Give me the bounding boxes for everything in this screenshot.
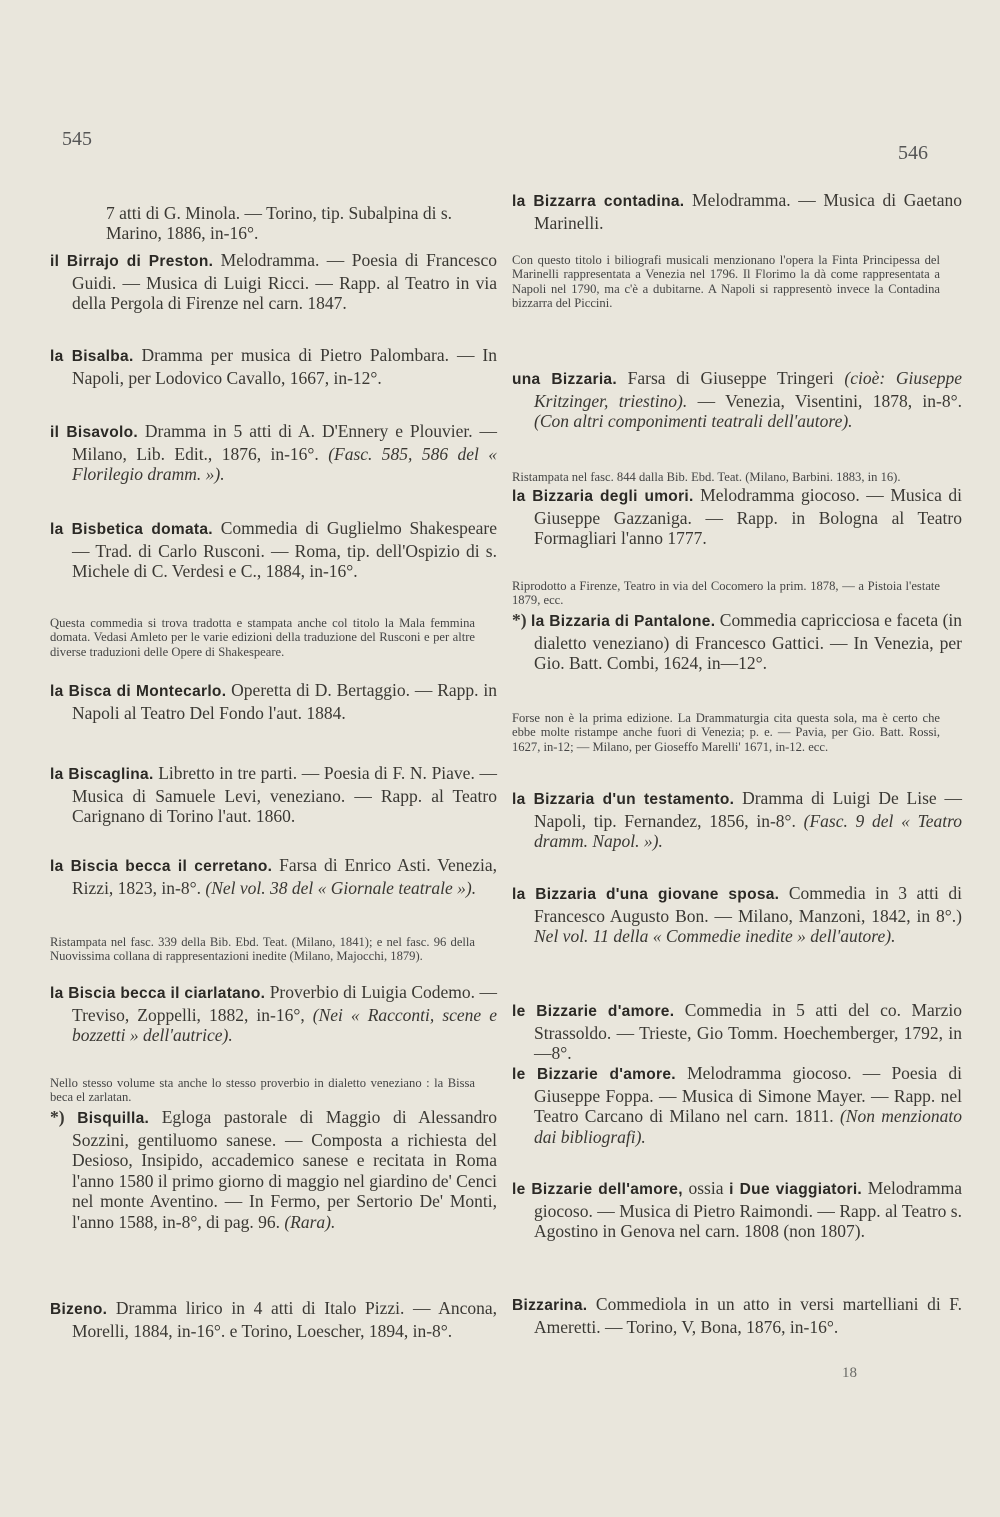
entry-text: Melodramma. — Poesia di Francesco Guidi. — Musica di Luigi Ricci. — Rapp. al Teatro in via della Pergola di Firenze nel carn. 1847. <box>72 250 497 313</box>
page-number-right: 546 <box>898 142 928 164</box>
entry-text: Egloga pastorale di Maggio di Alessandro Sozzini, gentiluomo sanese. — Composta a richiesta del Desioso, Insipido, accademico sanese e recitata in Roma l'anno 1580 il primo giorno di maggio nel giardino de' Cenci nel monte Aventino. — In Fermo, per Sertorio De' Monti, l'anno 1588, in-8°, di pag. 96. <box>72 1107 497 1232</box>
entry <box>50 982 497 1046</box>
entry-text: Dramma di Luigi De Lise — Napoli, tip. Fernandez, 1856, in-8°. <box>534 788 962 831</box>
entry <box>50 250 497 314</box>
entry-title: una Bizzaria. <box>512 371 617 388</box>
entry-text: Farsa di Enrico Asti. Venezia, Rizzi, 1823, in-8°. <box>72 855 498 898</box>
entry-note: Nello stesso volume sta anche lo stesso proverbio in dialetto veneziano : la Bissa beca el zarlatan. <box>50 1075 475 1105</box>
entry-italic: (Rara). <box>284 1211 336 1232</box>
entry-italic: Nel vol. 11 della « Commedie inedite » dell'autore). <box>534 926 896 946</box>
entry-note: Questa commedia si trova tradotta e stampata anche col titolo la Mala femmina domata. Vedasi Amleto per le varie edizioni della traduzione del Rusconi e per altre diverse traduzioni delle Opere di Shakespeare. <box>50 615 475 659</box>
entry-text: Dramma per musica di Pietro Palombara. — In Napoli, per Lodovico Cavallo, 1667, in-12°. <box>72 345 498 388</box>
entry-title: Bizzarina. <box>512 1297 588 1314</box>
entry-text: Dramma in 5 atti di A. D'Ennery e Plouvier. — Milano, Lib. Edit., 1876, in-16°. <box>72 421 497 464</box>
entry <box>512 883 962 947</box>
entry-text: Proverbio di Luigia Codemo. — Treviso, Zoppelli, 1882, in-16°, <box>72 982 497 1025</box>
entry-title: la Bisbetica domata. <box>50 521 213 538</box>
entry-text: Operetta di D. Bertaggio. — Rapp. in Napoli al Teatro Del Fondo l'aut. 1884. <box>72 680 497 723</box>
entry <box>512 610 962 674</box>
entry-title: Bisquilla. <box>77 1110 150 1127</box>
entry-text-2: — Venezia, Visentini, 1878, in-8°. <box>687 390 962 411</box>
entry-italic-2: (Con altri componimenti teatrali dell'autore). <box>534 411 853 431</box>
entry-title: Bizeno. <box>50 1301 108 1318</box>
entry-title: la Bizzaria d'una giovane sposa. <box>512 886 780 903</box>
entry-italic: (Fasc. 9 del « Teatro dramm. Napol. »). <box>534 810 962 851</box>
entry-text-2: Melodramma giocoso. — Musica di Pietro Raimondi. — Rapp. al Teatro s. Agostino in Genova nel carn. 1808 (non 1807). <box>534 1178 962 1241</box>
entry-title: il Bisavolo. <box>50 424 138 441</box>
entry-title: la Bizzarra contadina. <box>512 193 685 210</box>
entry <box>50 763 497 827</box>
entry <box>512 788 962 852</box>
asterisk-mark: *) <box>512 610 532 630</box>
entry-text: Commedia in 5 atti del co. Marzio Strassoldo. — Trieste, Gio Tomm. Hoechemberger, 1792, in—8°. <box>534 1000 962 1063</box>
entry-text: Libretto in tre parti. — Poesia di F. N. Piave. — Musica di Samuele Levi, veneziano. — Rapp. al Teatro Carignano di Torino l'aut. 1860. <box>72 763 497 826</box>
entry <box>512 1063 962 1147</box>
entry <box>50 345 497 388</box>
continuation-text: 7 atti di G. Minola. — Torino, tip. Subalpina di s. Marino, 1886, in-16°. <box>106 202 453 243</box>
entry <box>50 680 497 723</box>
entry-title: la Bizzaria di Pantalone. <box>531 613 716 630</box>
entry-title: le Bizzarie d'amore. <box>512 1066 676 1083</box>
entry-italic: (Fasc. 585, 586 del « Florilegio dramm. »). <box>72 443 497 484</box>
entry-title: la Bisalba. <box>50 348 134 365</box>
entry-text: Melodramma giocoso. — Poesia di Giuseppe Foppa. — Musica di Simone Mayer. — Rapp. nel Teatro Carcano di Milano nel carn. 1811. <box>534 1063 962 1126</box>
entry-text: Commediola in un atto in versi martelliani di F. Ameretti. — Torino, V, Bona, 1876, in-16°. <box>534 1294 962 1337</box>
entry-title-2: i Due viaggiatori. <box>729 1181 863 1198</box>
page-number-left: 545 <box>62 128 92 150</box>
entry-note: Con questo titolo i biliografi musicali menzionano l'opera la Finta Principessa del Marinelli rappresentata a Venezia nel 1796. Il Florimo la dà come rappresentata a Napoli nel 1790, ma c'è a dubitarne. A Napoli si rappresentò invece la Contadina bizzarra del Piccini. <box>512 252 940 311</box>
entry <box>512 190 962 233</box>
entry-text: Dramma lirico in 4 atti di Italo Pizzi. — Ancona, Morelli, 1884, in-16°. e Torino, Loescher, 1894, in-8°. <box>72 1298 497 1341</box>
asterisk-mark: *) <box>50 1107 78 1127</box>
entry-note: Ristampata nel fasc. 844 dalla Bib. Ebd. Teat. (Milano, Barbini. 1883, in 16). <box>512 469 901 484</box>
entry <box>512 1000 962 1064</box>
entry-italic: (cioè: Giuseppe Kritzinger, triestino). <box>534 368 962 411</box>
entry <box>512 485 962 549</box>
entry-text: ossia <box>682 1178 730 1198</box>
entry-text: Farsa di Giuseppe Tringeri <box>616 368 845 388</box>
entry-title: le Bizzarie dell'amore, <box>512 1181 683 1198</box>
entry-italic: (Nel vol. 38 del « Giornale teatrale »). <box>205 877 477 898</box>
entry-title: le Bizzarie d'amore. <box>512 1003 675 1020</box>
entry <box>512 1178 962 1242</box>
entry-note: Forse non è la prima edizione. La Drammaturgia cita questa sola, ma è certo che ebbe molte ristampe anche fuori di Venezia; p. e. — Pavia, per Gio. Batt. Rossi, 1627, in-12; — Milano, per Gioseffo Marelli' 1671, in-12. ecc. <box>512 710 940 754</box>
entry-text: Commedia capricciosa e faceta (in dialetto veneziano) di Francesco Gattici. — In Venezia, per Gio. Batt. Combi, 1624, in—12°. <box>534 610 963 673</box>
entry-text: Commedia di Guglielmo Shakespeare — Trad. di Carlo Rusconi. — Roma, tip. dell'Ospizio di s. Michele di C. Verdesi e C., 1884, in-16°. <box>72 518 498 581</box>
signature-number: 18 <box>842 1365 857 1381</box>
entry-title: la Bizzaria degli umori. <box>512 488 694 505</box>
entry-title: la Biscia becca il cerretano. <box>50 858 273 875</box>
entry-title: la Bizzaria d'un testamento. <box>512 791 735 808</box>
entry <box>50 518 497 582</box>
entry <box>50 855 497 898</box>
entry-text: Melodramma. — Musica di Gaetano Marinelli. <box>534 190 962 233</box>
entry-note: Riprodotto a Firenze, Teatro in via del Cocomero la prim. 1878, — a Pistoia l'estate 1879, ecc. <box>512 578 940 608</box>
entry-text: Commedia in 3 atti di Francesco Augusto Bon. — Milano, Manzoni, 1842, in 8°.) <box>534 883 963 926</box>
entry-title: la Biscaglina. <box>50 766 154 783</box>
entry <box>512 368 962 432</box>
entry <box>50 1298 497 1341</box>
entry-text: Melodramma giocoso. — Musica di Giuseppe Gazzaniga. — Rapp. in Bologna al Teatro Formagliari l'anno 1777. <box>534 485 962 548</box>
entry <box>50 1107 497 1232</box>
entry-title: la Bisca di Montecarlo. <box>50 683 227 700</box>
entry <box>512 1294 962 1337</box>
entry-title: il Birrajo di Preston. <box>50 253 214 270</box>
entry-italic: (Non menzionato dai bibliografi). <box>534 1106 962 1147</box>
entry <box>50 421 497 485</box>
entry-italic: (Nei « Racconti, scene e bozzetti » dell'autrice). <box>72 1004 497 1045</box>
entry-note: Ristampata nel fasc. 339 della Bib. Ebd. Teat. (Milano, 1841); e nel fasc. 96 della Nuovissima collana di rappresentazioni inedite (Milano, Majocchi, 1879). <box>50 934 475 964</box>
entry-title: la Biscia becca il ciarlatano. <box>50 985 266 1002</box>
